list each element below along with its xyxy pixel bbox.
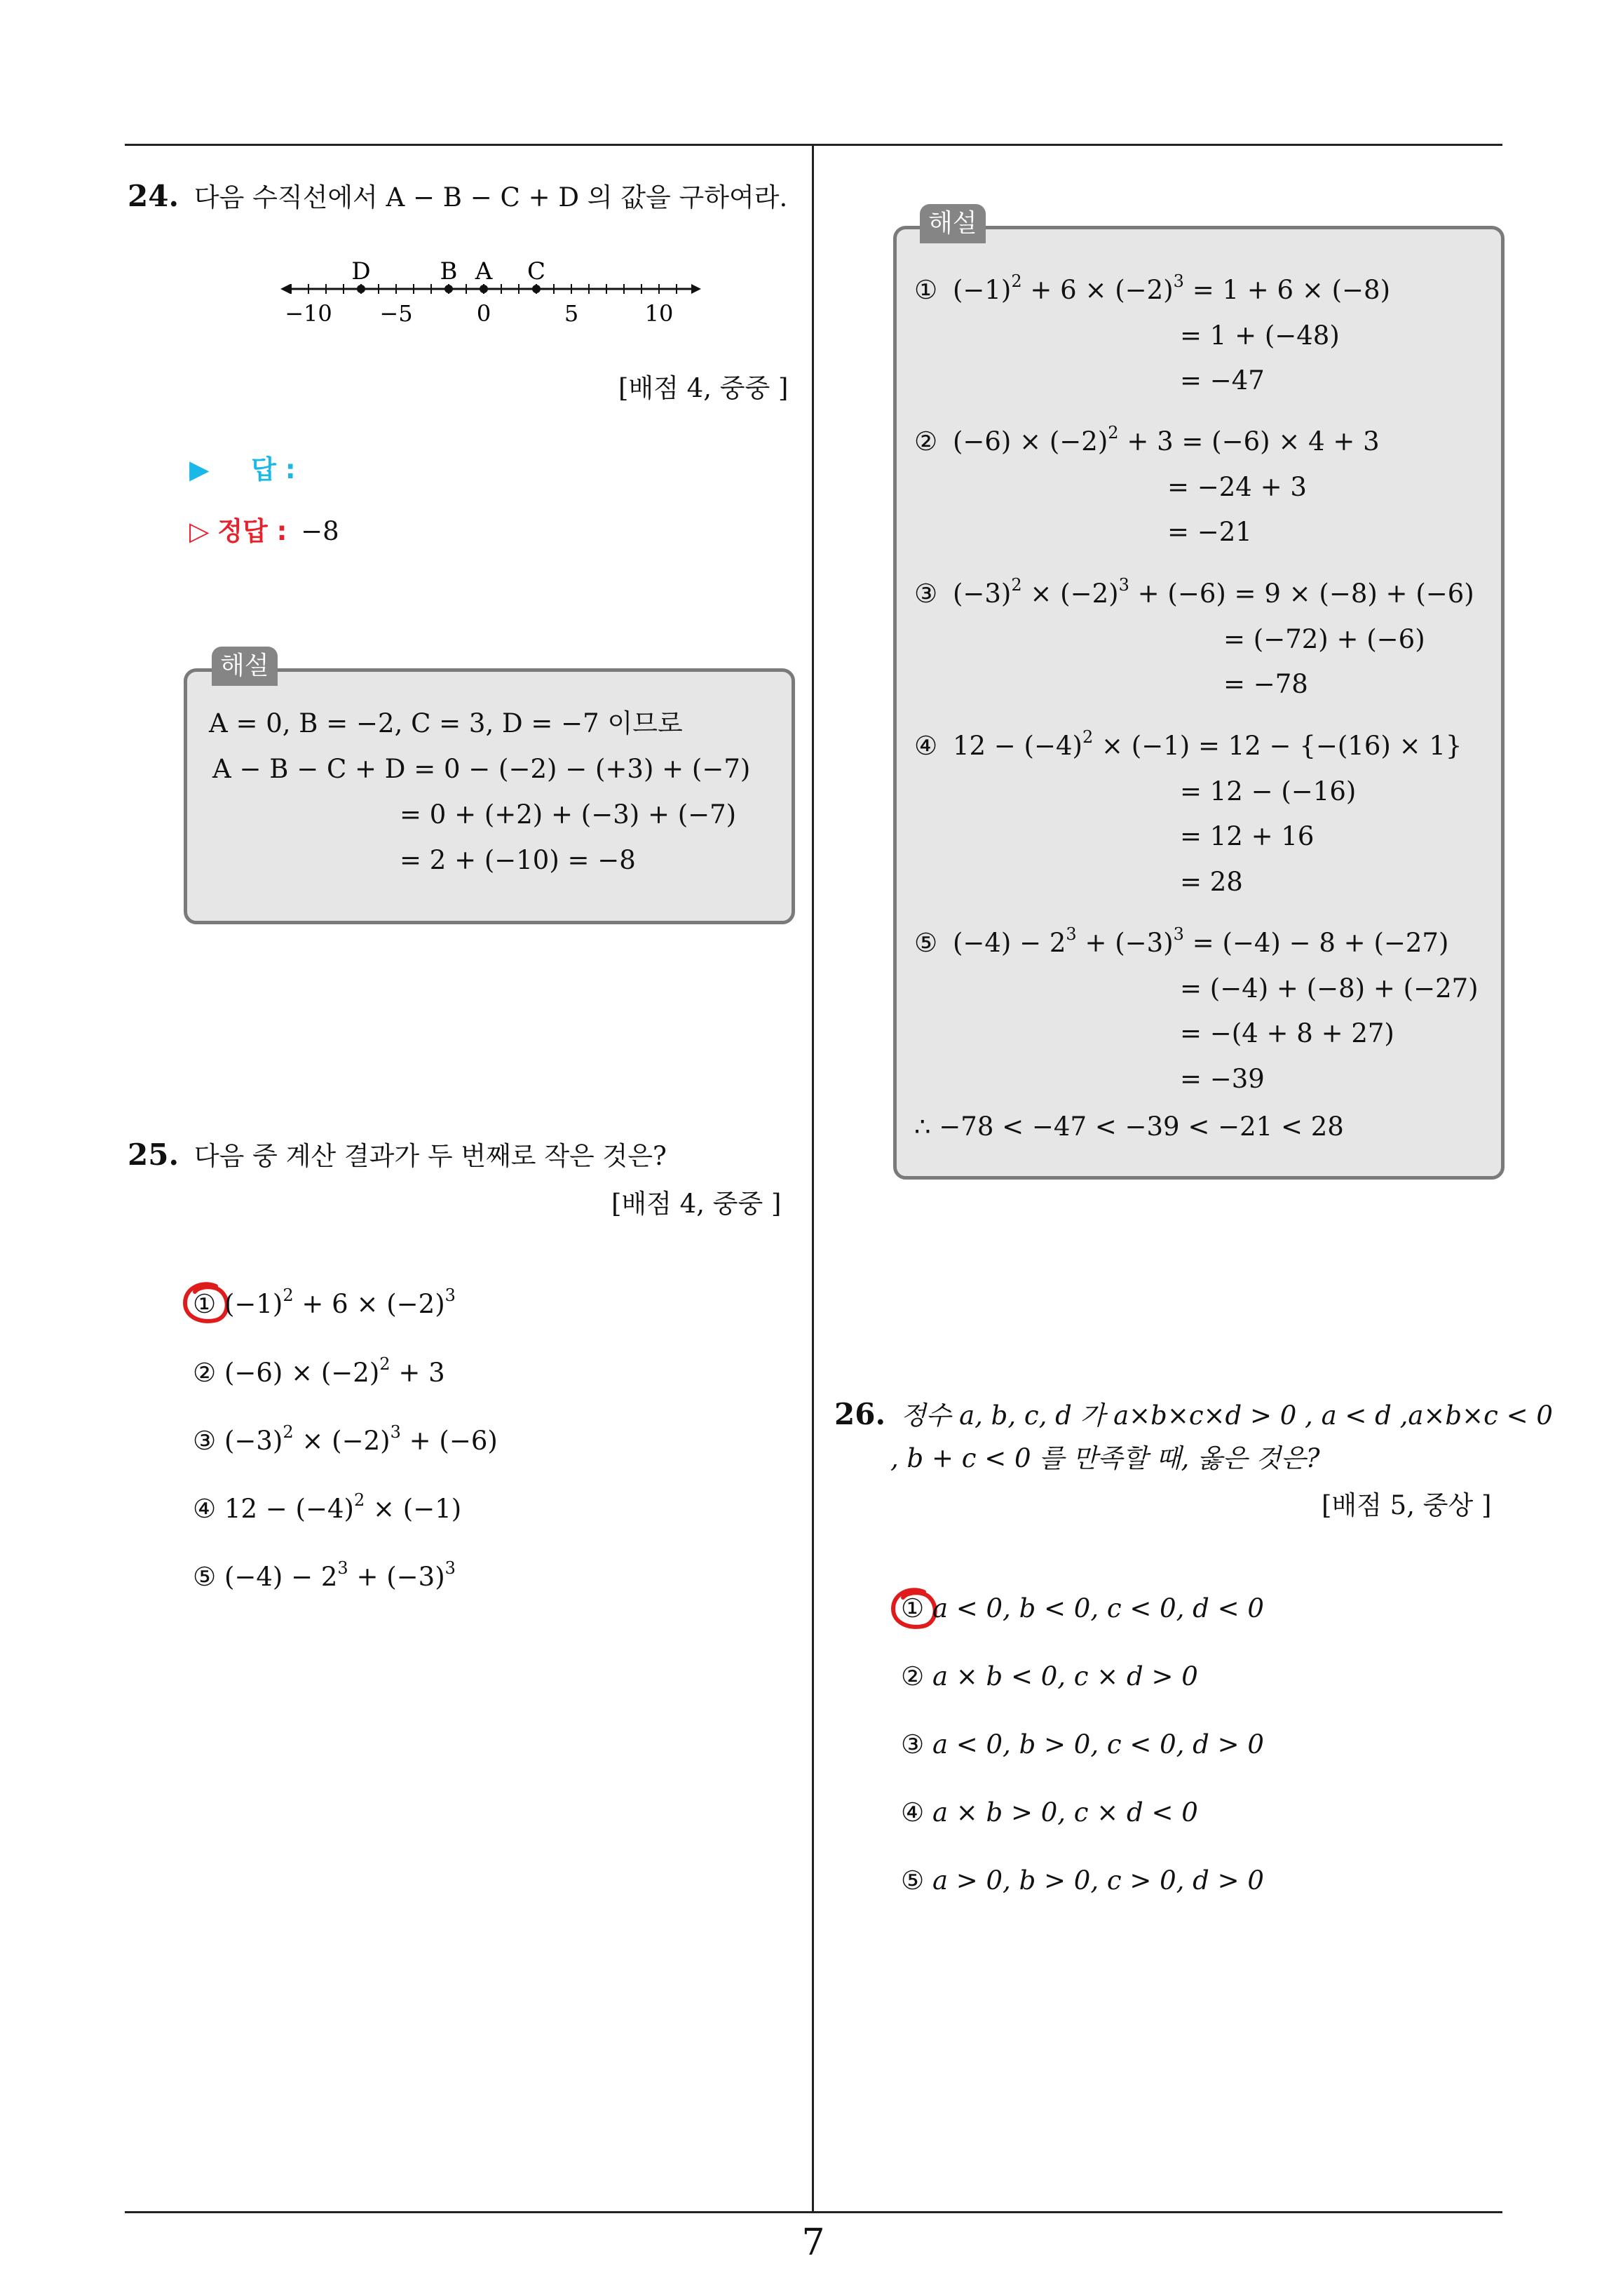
exponent: 3 [337, 1558, 348, 1578]
choice-text: a × b > 0, c × d < 0 [932, 1797, 1198, 1828]
q26-choice-5[interactable] [901, 1865, 1264, 1896]
tick-label: 0 [476, 300, 491, 327]
exponent: 3 [444, 1558, 456, 1578]
q24-explain-line-1: A = 0, B = −2, C = 3, D = −7 이므로 [209, 708, 683, 738]
q25-number: 25. [128, 1137, 179, 1172]
choice-text: × (−2) [293, 1426, 391, 1456]
step-text: + 3 = (−6) × 4 + 3 [1118, 426, 1380, 457]
q25-explain-2-line-3: = −21 [1167, 517, 1252, 547]
choice-mark: ④ [193, 1494, 217, 1524]
choice-text: (−3) [224, 1426, 283, 1456]
q25-explain-3-line-2: = (−72) + (−6) [1223, 624, 1425, 654]
q25-explain-4-line-2: = 12 − (−16) [1180, 776, 1357, 806]
exponent: 3 [1173, 271, 1184, 291]
q25-choice-5[interactable] [193, 1558, 456, 1593]
exponent: 2 [1011, 271, 1022, 291]
choice-mark: ⑤ [901, 1865, 925, 1896]
point-label-A: A [475, 257, 493, 285]
exponent: 2 [1011, 574, 1022, 595]
step-text: + (−6) = 9 × (−8) + (−6) [1129, 579, 1474, 609]
point-C [532, 285, 541, 293]
q25-choice-4[interactable] [193, 1490, 462, 1525]
choice-text: (−1) [224, 1289, 283, 1319]
point-B [444, 285, 453, 293]
q24-text: 다음 수직선에서 A − B − C + D 의 값을 구하여라. [193, 182, 788, 212]
q25-explain-1-line-1 [914, 271, 1391, 306]
column-divider [812, 144, 814, 2213]
q26-choice-1[interactable] [901, 1593, 1264, 1624]
exponent: 3 [390, 1422, 401, 1442]
choice-mark: ① [193, 1289, 217, 1319]
q24-explain-line-4: = 2 + (−10) = −8 [400, 845, 636, 875]
q24-correct-row [189, 516, 339, 547]
exponent: 2 [283, 1285, 294, 1305]
q24-explanation-tag: 해설 [212, 647, 278, 686]
q25-score: [배점 4, 중중 ] [611, 1189, 782, 1219]
q25-choice-1[interactable] [193, 1285, 456, 1320]
point-label-C: C [527, 257, 546, 285]
point-D [357, 285, 365, 293]
q24-number-line [280, 252, 715, 330]
bottom-rule [125, 2211, 1502, 2213]
q24-correct-label: 정답 : [217, 516, 287, 546]
q24-answer-row [189, 454, 296, 485]
q26-question-line-2: , b + c < 0 를 만족할 때, 옳은 것은? [890, 1443, 1320, 1473]
choice-text: a × b < 0, c × d > 0 [932, 1661, 1198, 1691]
point-label-D: D [351, 257, 371, 285]
q25-explain-2-line-2: = −24 + 3 [1167, 472, 1307, 502]
choice-mark: ③ [901, 1729, 925, 1760]
q25-explain-2-line-1 [914, 422, 1380, 457]
step-text: (−1) [952, 275, 1012, 305]
q24-question [128, 181, 787, 213]
exponent: 2 [379, 1353, 391, 1374]
q25-explanation-tag: 해설 [920, 204, 986, 243]
choice-text: a < 0, b > 0, c < 0, d > 0 [932, 1729, 1264, 1760]
exponent: 3 [1066, 924, 1077, 944]
q26-choice-4[interactable] [901, 1797, 1198, 1828]
tick-label: 10 [644, 300, 674, 327]
step-mark: ④ [914, 731, 938, 761]
choice-mark: ② [193, 1358, 217, 1388]
q25-choice-2[interactable] [193, 1353, 445, 1389]
choice-mark: ④ [901, 1797, 925, 1828]
q25-explain-5-line-3: = −(4 + 8 + 27) [1180, 1018, 1394, 1048]
q25-explain-5-line-1 [914, 924, 1449, 959]
q25-explain-3-line-1 [914, 574, 1474, 609]
exponent: 2 [1082, 727, 1094, 747]
exponent: 3 [1118, 574, 1129, 595]
q25-explain-conclusion: ∴ −78 < −47 < −39 < −21 < 28 [914, 1112, 1344, 1142]
q26-text-1: 정수 a, b, c, d 가 a×b×c×d > 0 , a < d ,a×b×c < 0 [900, 1400, 1553, 1431]
tick-label: −10 [285, 300, 332, 327]
q25-explain-4-line-1 [914, 727, 1462, 762]
q24-explanation-box [184, 668, 795, 924]
choice-text: 12 − (−4) [224, 1494, 354, 1524]
q25-explain-4-line-3: = 12 + 16 [1180, 821, 1315, 851]
tick-label: −5 [379, 300, 413, 327]
exponent: 2 [353, 1490, 365, 1510]
q24-score: [배점 4, 중중 ] [618, 373, 789, 403]
q25-explain-4-line-4: = 28 [1180, 867, 1243, 897]
step-mark: ② [914, 426, 938, 457]
play-arrow-icon: ▶ [189, 454, 210, 485]
q25-explain-1-line-3: = −47 [1180, 365, 1265, 396]
exponent: 2 [283, 1422, 294, 1442]
step-text: + (−3) [1076, 928, 1174, 958]
tick-label: 5 [564, 300, 579, 327]
outline-arrow-icon: ▷ [189, 516, 210, 546]
choice-text: a < 0, b < 0, c < 0, d < 0 [932, 1593, 1264, 1623]
step-text: × (−2) [1021, 579, 1119, 609]
q26-score: [배점 5, 중상 ] [1322, 1490, 1492, 1520]
q24-explain-line-2: A − B − C + D = 0 − (−2) − (+3) + (−7) [212, 754, 751, 784]
point-A [480, 285, 488, 293]
q25-explain-5-line-4: = −39 [1180, 1064, 1265, 1094]
exponent: 3 [1173, 924, 1184, 944]
q25-choice-3[interactable] [193, 1422, 498, 1457]
choice-mark: ② [901, 1661, 925, 1691]
choice-text: + (−3) [348, 1562, 445, 1592]
exponent: 3 [444, 1285, 456, 1305]
step-text: (−3) [952, 579, 1012, 609]
choice-text: (−6) × (−2) [224, 1358, 380, 1388]
choice-text: + 3 [390, 1358, 445, 1388]
page-number: 7 [801, 2222, 825, 2264]
q25-text: 다음 중 계산 결과가 두 번째로 작은 것은? [193, 1141, 667, 1171]
step-text: = 1 + 6 × (−8) [1183, 275, 1391, 305]
choice-mark: ⑤ [193, 1562, 217, 1592]
q26-number: 26. [834, 1397, 886, 1431]
point-label-B: B [440, 257, 458, 285]
step-text: (−4) − 2 [952, 928, 1066, 958]
exponent: 2 [1108, 422, 1119, 443]
q24-answer-label: 답 : [251, 454, 296, 485]
q26-question-line-1 [834, 1399, 1553, 1431]
choice-text: × (−1) [365, 1494, 462, 1524]
step-text: + 6 × (−2) [1021, 275, 1174, 305]
q25-explain-1-line-2: = 1 + (−48) [1180, 320, 1340, 351]
q24-number: 24. [128, 179, 179, 213]
choice-mark: ③ [193, 1426, 217, 1456]
step-text: (−6) × (−2) [952, 426, 1108, 457]
step-text: 12 − (−4) [952, 731, 1082, 761]
step-mark: ⑤ [914, 928, 938, 958]
q24-correct-value: −8 [301, 516, 339, 546]
step-mark: ③ [914, 579, 938, 609]
q24-explain-line-3: = 0 + (+2) + (−3) + (−7) [400, 799, 737, 830]
choice-text: (−4) − 2 [224, 1562, 338, 1592]
choice-text: + 6 × (−2) [293, 1289, 445, 1319]
choice-text: + (−6) [400, 1426, 498, 1456]
step-text: × (−1) = 12 − {−(16) × 1} [1093, 731, 1462, 761]
choice-mark: ① [901, 1593, 925, 1623]
q26-choice-3[interactable] [901, 1729, 1264, 1760]
q25-explain-3-line-3: = −78 [1223, 669, 1308, 699]
q25-explain-5-line-2: = (−4) + (−8) + (−27) [1180, 973, 1479, 1004]
choice-text: a > 0, b > 0, c > 0, d > 0 [932, 1865, 1264, 1896]
q25-question [128, 1137, 667, 1172]
q26-choice-2[interactable] [901, 1661, 1198, 1692]
step-text: = (−4) − 8 + (−27) [1183, 928, 1449, 958]
step-mark: ① [914, 275, 938, 305]
